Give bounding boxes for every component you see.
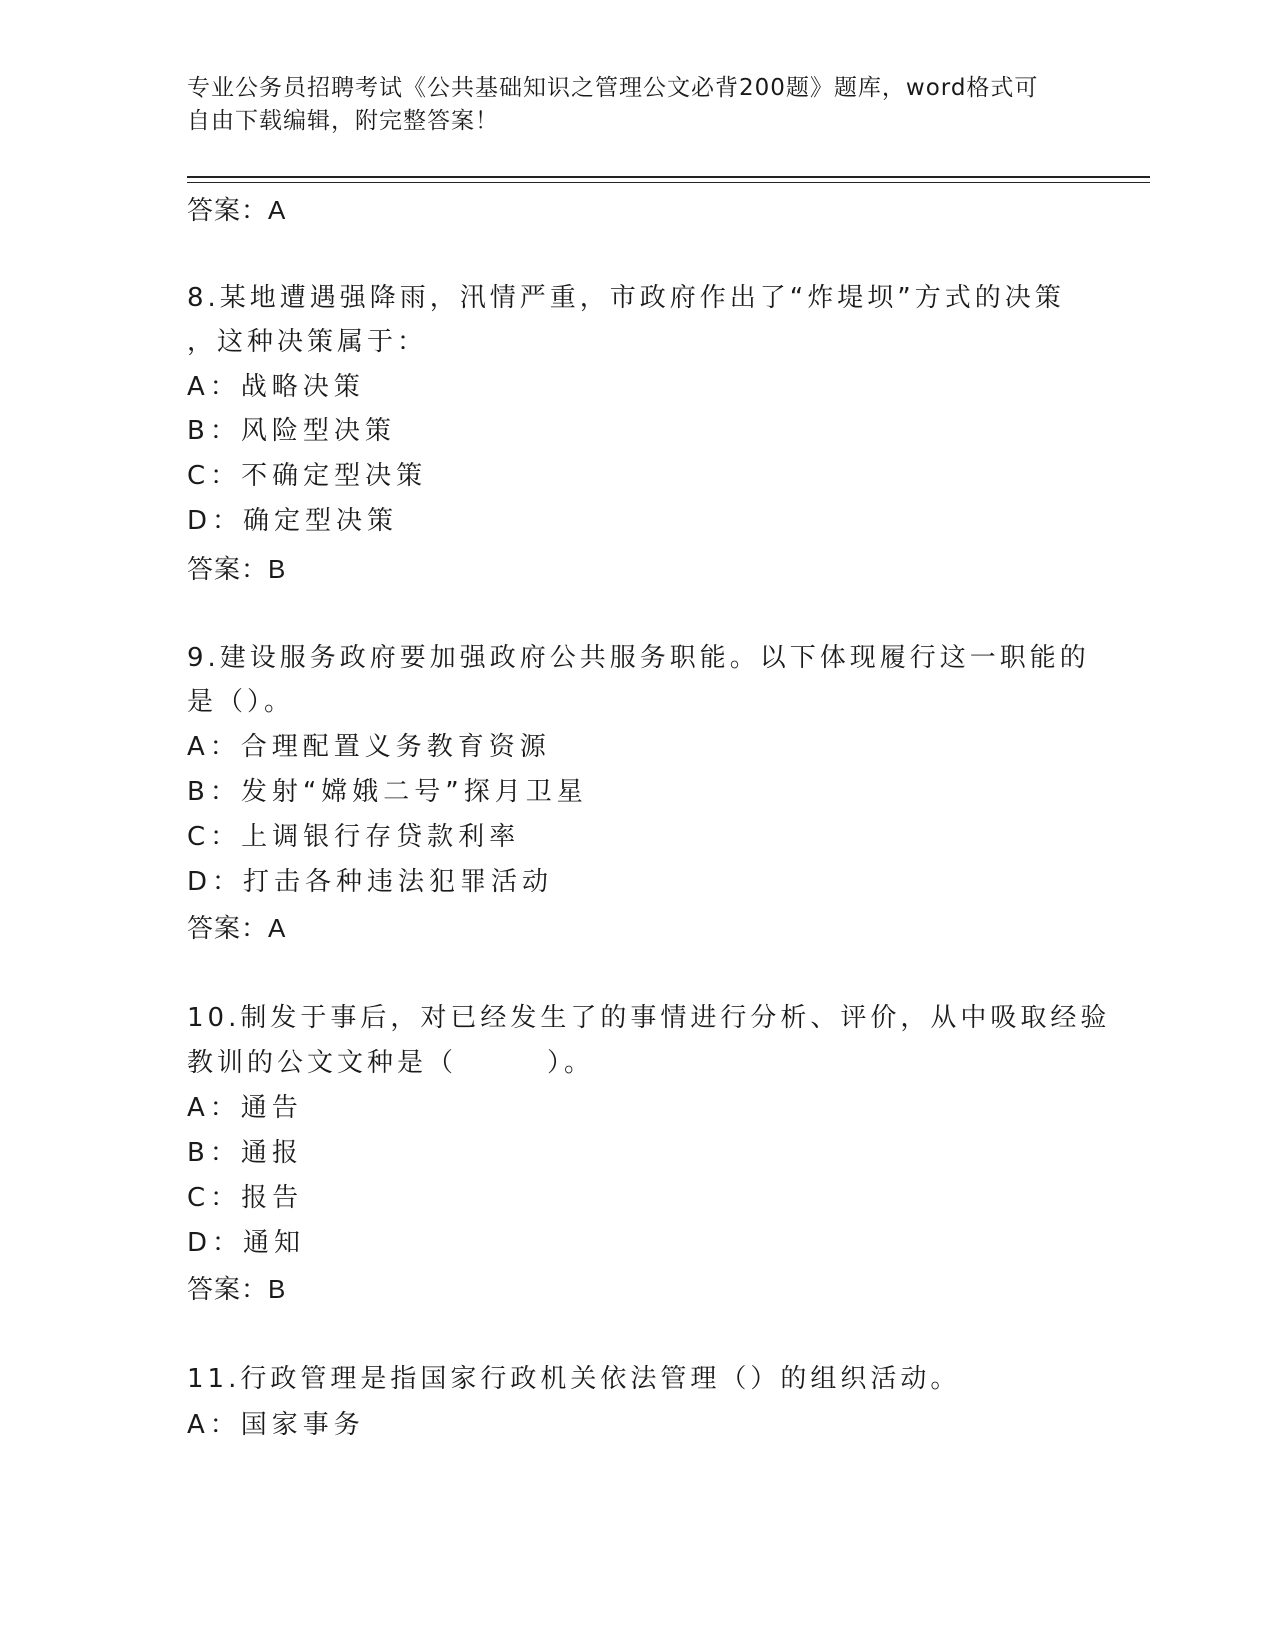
question-10-stem-line-1: 10.制发于事后，对已经发生了的事情进行分析、评价，从中吸取经验 xyxy=(187,1003,1111,1033)
question-11-option-a: A：国家事务 xyxy=(187,1410,365,1440)
question-8-stem-line-1: 8.某地遭遇强降雨，汛情严重，市政府作出了“炸堤坝”方式的决策 xyxy=(187,283,1065,313)
question-9-option-b: B：发射“嫦娥二号”探月卫星 xyxy=(187,777,588,807)
question-8-option-d: D：确定型决策 xyxy=(187,506,399,536)
question-9-option-c: C：上调银行存贷款利率 xyxy=(187,822,521,852)
header-divider-thin xyxy=(187,182,1150,183)
question-10-option-a: A：通告 xyxy=(187,1093,303,1123)
previous-answer: 答案：A xyxy=(187,195,287,225)
question-8-stem-line-2: ，这种决策属于： xyxy=(187,327,428,357)
question-10-option-c: C：报告 xyxy=(187,1183,304,1213)
question-8-answer: 答案：B xyxy=(187,554,287,584)
header-divider-thick xyxy=(187,176,1150,178)
question-9-option-a: A：合理配置义务教育资源 xyxy=(187,732,551,762)
header-line-2: 自由下载编辑，附完整答案！ xyxy=(187,108,499,134)
question-8-option-b: B：风险型决策 xyxy=(187,416,396,446)
question-9-stem-line-1: 9.建设服务政府要加强政府公共服务职能。以下体现履行这一职能的 xyxy=(187,643,1090,673)
question-8-option-c: C：不确定型决策 xyxy=(187,461,428,491)
question-10-stem-line-2: 教训的公文文种是（ ）。 xyxy=(187,1048,595,1078)
question-8-option-a: A：战略决策 xyxy=(187,372,365,402)
question-9-answer: 答案：A xyxy=(187,913,287,943)
question-9-stem-line-2: 是（）。 xyxy=(187,687,295,717)
question-10-option-d: D：通知 xyxy=(187,1228,306,1258)
question-10-answer: 答案：B xyxy=(187,1274,287,1304)
question-9-option-d: D：打击各种违法犯罪活动 xyxy=(187,867,554,897)
header-line-1: 专业公务员招聘考试《公共基础知识之管理公文必背200题》题库，word格式可 xyxy=(187,75,1039,101)
document-header xyxy=(187,72,1067,138)
question-10-option-b: B：通报 xyxy=(187,1138,303,1168)
question-11-stem-line-1: 11.行政管理是指国家行政机关依法管理（）的组织活动。 xyxy=(187,1364,961,1394)
